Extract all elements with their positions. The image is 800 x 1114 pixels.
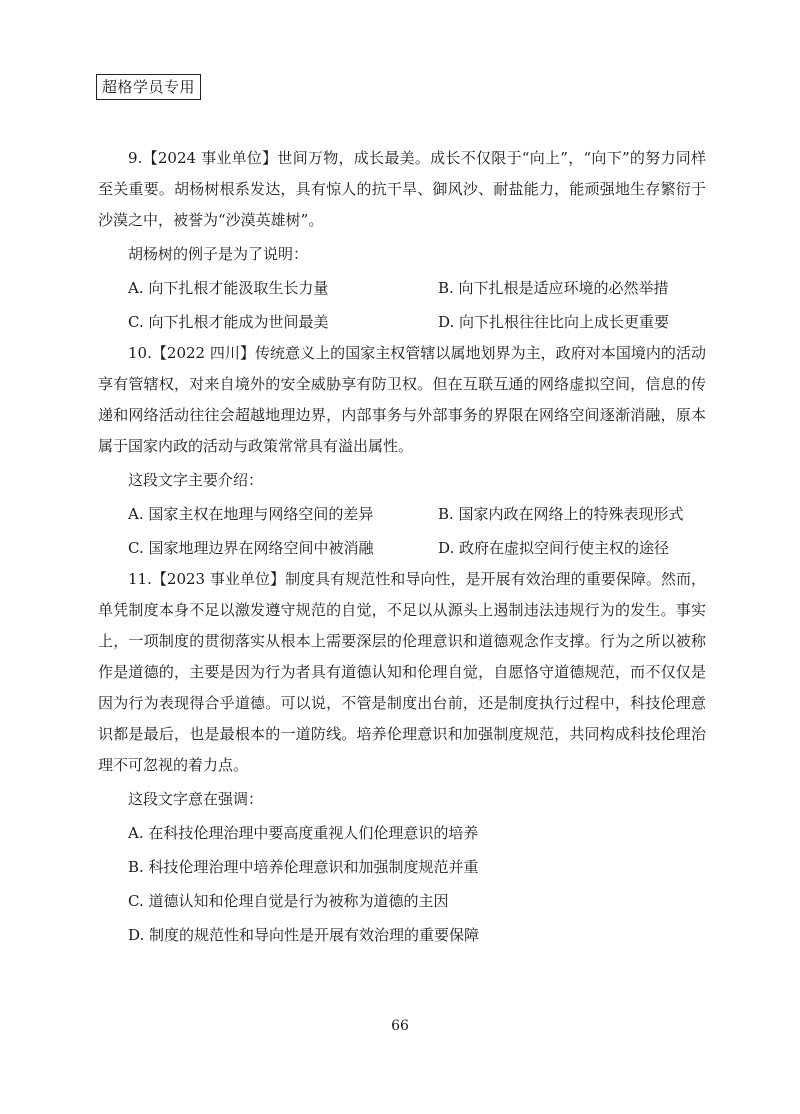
question-10-option-c: C. 国家地理边界在网络空间中被消融 xyxy=(128,539,374,557)
question-11-option-a: A. 在科技伦理治理中要高度重视人们伦理意识的培养 xyxy=(128,824,479,842)
question-10-options-row-1 xyxy=(98,499,706,530)
question-11-stem: 11.【2023 事业单位】制度具有规范性和导向性，是开展有效治理的重要保障。然而，单凭制度本身不足以激发遵守规范的自觉，不足以从源头上遏制违法违规行为的发生。事实上，一项制度的贯彻落实从根本上需要深层的伦理意识和道德观念作支撑。行为之所以被称作是道德的，主要是因为行为者具有道德认知和伦理自觉，自愿恪守道德规范，而不仅仅是因为行为表现得合乎道德。可以说，不管是制度出台前，还是制度执行过程中，科技伦理意识都是最后，也是最根本的一道防线。培养伦理意识和加强制度规范，共同构成科技伦理治理不可忽视的着力点。 xyxy=(98,570,706,774)
question-9-option-b: B. 向下扎根是适应环境的必然举措 xyxy=(438,279,669,297)
question-9-options-row-1 xyxy=(98,273,706,304)
question-9-option-a: A. 向下扎根才能汲取生长力量 xyxy=(128,279,329,297)
question-11-prompt: 这段文字意在强调： xyxy=(128,790,264,808)
question-10-options-row-2 xyxy=(98,533,706,564)
question-11-option-d: D. 制度的规范性和导向性是开展有效治理的重要保障 xyxy=(128,926,480,944)
question-11-option-b: B. 科技伦理治理中培养伦理意识和加强制度规范并重 xyxy=(128,858,479,876)
question-10-stem: 10.【2022 四川】传统意义上的国家主权管辖以属地划界为主，政府对本国境内的活动享有管辖权，对来自境外的安全威胁享有防卫权。但在互联互通的网络虚拟空间，信息的传递和网络活动往往会超越地理边界，内部事务与外部事务的界限在网络空间逐渐消融，原本属于国家内政的活动与政策常常具有溢出属性。 xyxy=(98,344,706,455)
question-9-option-c: C. 向下扎根才能成为世间最美 xyxy=(128,313,329,331)
question-9-stem: 9.【2024 事业单位】世间万物，成长最美。成长不仅限于“向上”，“向下”的努力同样至关重要。胡杨树根系发达，具有惊人的抗干旱、御风沙、耐盐能力，能顽强地生存繁衍于沙漠之中，被誉为“沙漠英雄树”。 xyxy=(98,149,706,229)
question-10-option-d: D. 政府在虚拟空间行使主权的途径 xyxy=(438,539,670,557)
question-11-option-c: C. 道德认知和伦理自觉是行为被称为道德的主因 xyxy=(128,892,449,910)
question-9-option-d: D. 向下扎根往往比向上成长更重要 xyxy=(438,313,670,331)
question-10-option-b: B. 国家内政在网络上的特殊表现形式 xyxy=(438,505,684,523)
question-content xyxy=(98,143,706,951)
question-9-options-row-2 xyxy=(98,307,706,338)
question-10-option-a: A. 国家主权在地理与网络空间的差异 xyxy=(128,505,374,523)
header-label-box: 超格学员专用 xyxy=(96,74,201,100)
question-10-prompt: 这段文字主要介绍： xyxy=(128,471,264,489)
question-9-prompt: 胡杨树的例子是为了说明： xyxy=(128,245,309,263)
page-number: 66 xyxy=(391,1018,409,1034)
